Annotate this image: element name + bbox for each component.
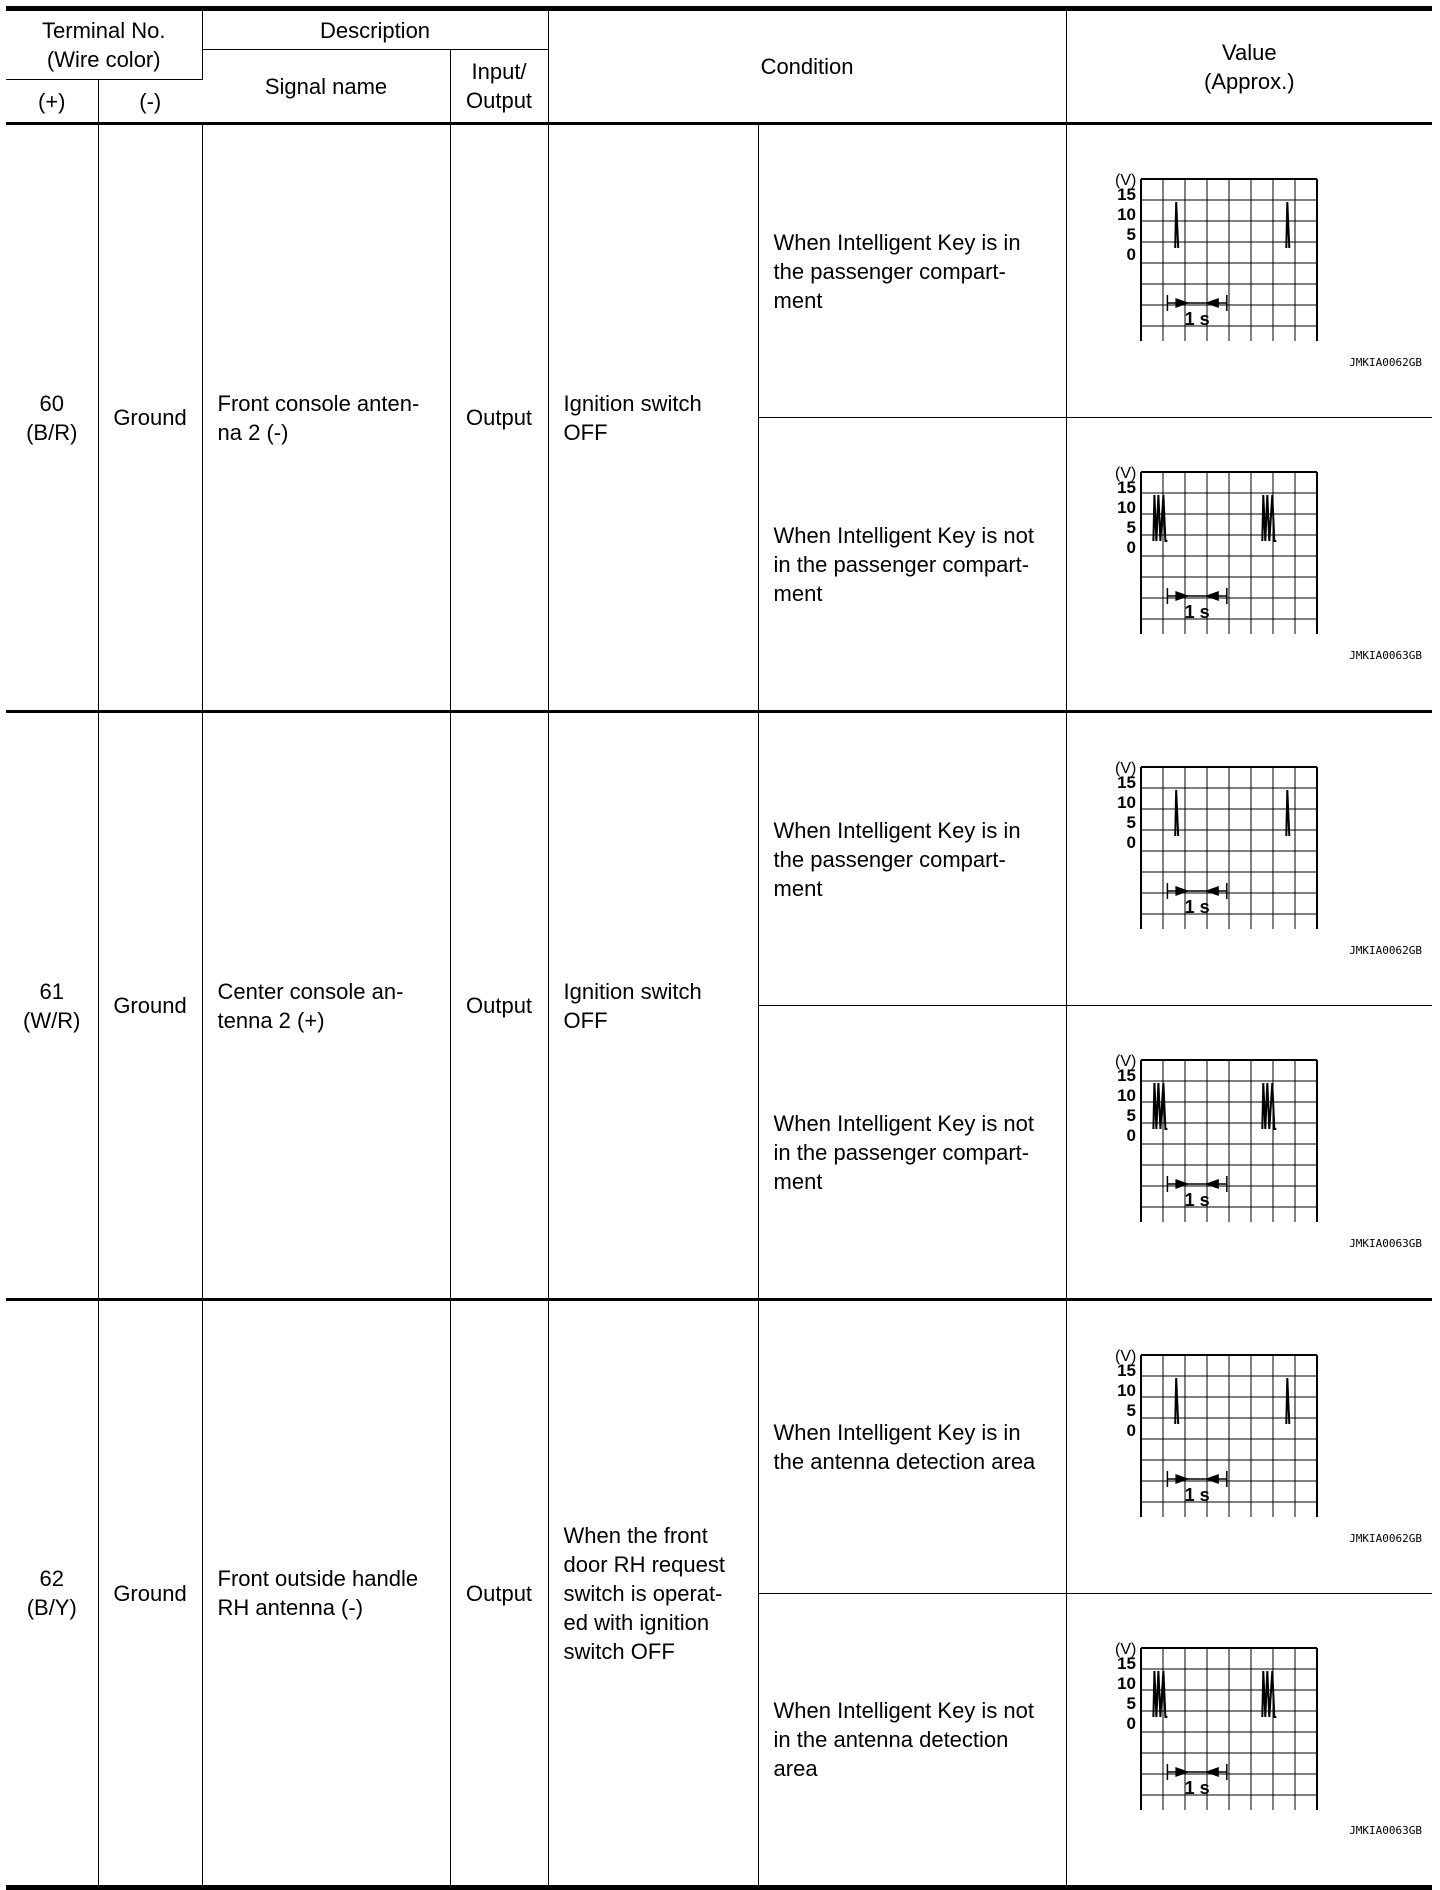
axis-unit-label: (V) (1114, 1053, 1136, 1070)
value-waveform-cell (1066, 1300, 1432, 1594)
sub-condition: When Intelligent Key is not in the passenger compart- ment (758, 418, 1066, 712)
input-output: Output (450, 712, 548, 1300)
waveform-pulse (1262, 1671, 1276, 1717)
axis-tick-label: 5 (1126, 1105, 1136, 1125)
sub-condition: When Intelligent Key is in the passenger compart- ment (758, 712, 1066, 1006)
waveform-pulse (1153, 1083, 1167, 1129)
time-marker-arrow (1175, 298, 1189, 308)
waveform-multi-pulse (1107, 1640, 1367, 1810)
sub-condition: When Intelligent Key is not in the passenger compart- ment (758, 1006, 1066, 1300)
header-plus: (+) (6, 80, 98, 124)
time-marker-arrow (1175, 1767, 1189, 1777)
value-waveform-cell (1066, 712, 1432, 1006)
main-condition: When the front door RH request switch is operat- ed with ignition switch OFF (548, 1300, 758, 1888)
axis-unit-label: (V) (1114, 1641, 1136, 1658)
figure-code: JMKIA0062GB (1349, 944, 1423, 957)
waveform-pulse (1262, 1083, 1276, 1129)
header-description: Description (202, 9, 548, 50)
terminal-number: 60 (B/R) (6, 124, 98, 712)
axis-tick-label: 0 (1126, 1713, 1136, 1733)
axis-tick-label: 15 (1116, 1066, 1136, 1085)
time-scale-label: 1 s (1184, 1190, 1210, 1210)
waveform-pulse (1175, 1378, 1178, 1424)
header-condition: Condition (548, 9, 1066, 124)
figure-code: JMKIA0063GB (1349, 1824, 1423, 1837)
waveform-pulse (1175, 202, 1178, 248)
axis-tick-label: 10 (1116, 1085, 1136, 1105)
waveform-multi-pulse (1107, 1052, 1367, 1222)
input-output: Output (450, 1300, 548, 1888)
ground-terminal: Ground (98, 1300, 202, 1888)
time-marker-arrow (1175, 1179, 1189, 1189)
time-scale-label: 1 s (1184, 1778, 1210, 1798)
figure-code: JMKIA0063GB (1349, 1237, 1423, 1250)
signal-name: Center console an- tenna 2 (+) (202, 712, 450, 1300)
axis-tick-label: 5 (1126, 1693, 1136, 1713)
axis-unit-label: (V) (1114, 465, 1136, 482)
sub-condition: When Intelligent Key is in the passenger compart- ment (758, 124, 1066, 418)
figure-code: JMKIA0063GB (1349, 649, 1423, 662)
sub-condition: When Intelligent Key is in the antenna detection area (758, 1300, 1066, 1594)
axis-tick-label: 0 (1126, 1125, 1136, 1145)
waveform-single-pulse (1107, 759, 1367, 929)
input-output: Output (450, 124, 548, 712)
main-condition: Ignition switch OFF (548, 712, 758, 1300)
axis-tick-label: 10 (1116, 1673, 1136, 1693)
terminal-spec-table (6, 6, 1432, 1890)
axis-tick-label: 15 (1116, 185, 1136, 204)
axis-tick-label: 0 (1126, 1420, 1136, 1440)
waveform-pulse (1286, 202, 1289, 248)
axis-unit-label: (V) (1114, 760, 1136, 777)
ground-terminal: Ground (98, 712, 202, 1300)
axis-tick-label: 5 (1126, 517, 1136, 537)
axis-tick-label: 10 (1116, 204, 1136, 224)
value-waveform-cell (1066, 124, 1432, 418)
waveform-pulse (1286, 790, 1289, 836)
axis-tick-label: 15 (1116, 478, 1136, 497)
main-condition: Ignition switch OFF (548, 124, 758, 712)
waveform-pulse (1262, 495, 1276, 541)
table-row (6, 124, 1432, 418)
axis-tick-label: 10 (1116, 1380, 1136, 1400)
time-scale-label: 1 s (1184, 602, 1210, 622)
header-terminal: Terminal No. (Wire color) (6, 9, 202, 80)
axis-tick-label: 15 (1116, 773, 1136, 792)
axis-tick-label: 5 (1126, 812, 1136, 832)
time-marker-arrow (1175, 1474, 1189, 1484)
ground-terminal: Ground (98, 124, 202, 712)
signal-name: Front console anten- na 2 (-) (202, 124, 450, 712)
axis-tick-label: 0 (1126, 832, 1136, 852)
axis-tick-label: 10 (1116, 792, 1136, 812)
table-row (6, 712, 1432, 1006)
value-waveform-cell (1066, 1006, 1432, 1300)
waveform-pulse (1153, 1671, 1167, 1717)
axis-tick-label: 5 (1126, 224, 1136, 244)
time-marker-arrow (1175, 886, 1189, 896)
waveform-pulse (1286, 1378, 1289, 1424)
signal-name: Front outside handle RH antenna (-) (202, 1300, 450, 1888)
header-value: Value (Approx.) (1066, 9, 1432, 124)
axis-tick-label: 10 (1116, 497, 1136, 517)
axis-tick-label: 0 (1126, 537, 1136, 557)
header-signal-name: Signal name (202, 50, 450, 124)
waveform-single-pulse (1107, 1347, 1367, 1517)
terminal-number: 61 (W/R) (6, 712, 98, 1300)
header-input-output: Input/ Output (450, 50, 548, 124)
time-scale-label: 1 s (1184, 309, 1210, 329)
sub-condition: When Intelligent Key is not in the antenna detection area (758, 1594, 1066, 1888)
axis-tick-label: 15 (1116, 1654, 1136, 1673)
terminal-number: 62 (B/Y) (6, 1300, 98, 1888)
waveform-multi-pulse (1107, 464, 1367, 634)
time-marker-arrow (1175, 591, 1189, 601)
axis-tick-label: 5 (1126, 1400, 1136, 1420)
waveform-pulse (1153, 495, 1167, 541)
axis-unit-label: (V) (1114, 1348, 1136, 1365)
figure-code: JMKIA0062GB (1349, 356, 1423, 369)
waveform-pulse (1175, 790, 1178, 836)
waveform-single-pulse (1107, 171, 1367, 341)
figure-code: JMKIA0062GB (1349, 1532, 1423, 1545)
time-scale-label: 1 s (1184, 897, 1210, 917)
axis-tick-label: 15 (1116, 1361, 1136, 1380)
table-row (6, 1300, 1432, 1594)
time-scale-label: 1 s (1184, 1485, 1210, 1505)
axis-tick-label: 0 (1126, 244, 1136, 264)
header-minus: (-) (98, 80, 202, 124)
axis-unit-label: (V) (1114, 172, 1136, 189)
value-waveform-cell (1066, 1594, 1432, 1888)
value-waveform-cell (1066, 418, 1432, 712)
